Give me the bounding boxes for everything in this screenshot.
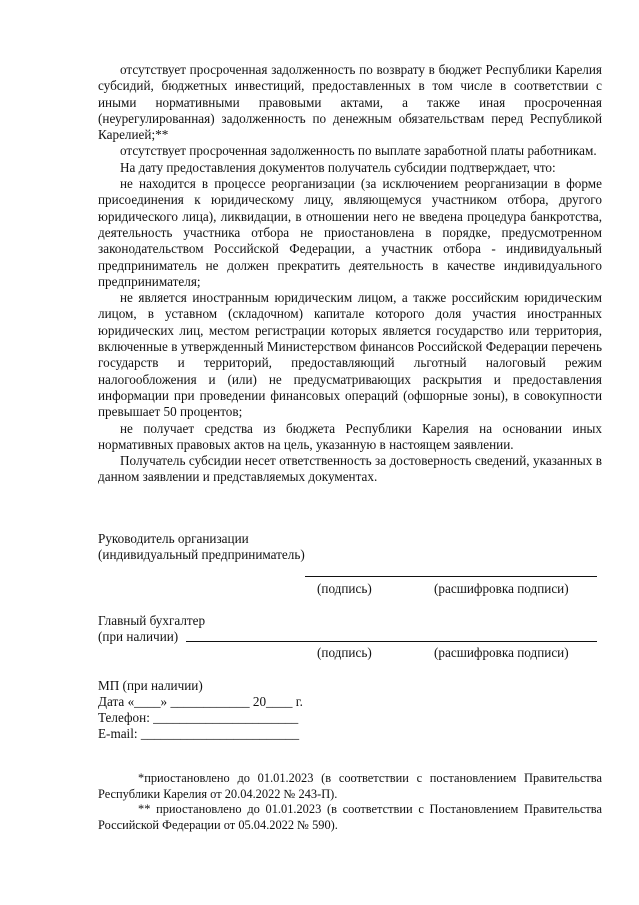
email-field: E-mail: ________________________ [98,726,300,741]
head-signature-line [305,576,597,577]
paragraph: Получатель субсидии несет ответственность за достоверность сведений, указанных в данном заявлении и представляемых документах. [98,453,602,485]
paragraph: не получает средства из бюджета Республики Карелия на основании иных нормативных правовых актов на цель, указанную в настоящем заявлении. [98,420,602,452]
paragraph: отсутствует просроченная задолженность по возврату в бюджет Республики Карелия субсидий, бюджетных инвестиций, предоставленных в том числе в соответствии с иными нормативными правовыми актами, а также иная просроченная (неурегулированная) задолженность по денежным обязательствам перед Республикой Карелией;** [98,62,602,143]
accountant-signature-line [186,641,597,642]
statement-body [98,62,602,486]
footnotes [98,771,602,833]
accountant-title-line1: Главный бухгалтер [98,613,206,628]
phone-field: Телефон: ______________________ [98,710,299,725]
head-title-line1: Руководитель организации [98,531,249,546]
accountant-title-line2: (при наличии) [98,629,179,645]
date-field: Дата «____» ____________ 20____ г. [98,694,303,709]
accountant-sign-caption: (подпись) [317,645,372,660]
head-title [98,531,305,564]
head-title-line2: (индивидуальный предприниматель) [98,547,305,563]
accountant-decode-caption: (расшифровка подписи) [434,645,569,660]
head-sign-caption: (подпись) [317,581,372,596]
paragraph: отсутствует просроченная задолженность по выплате заработной платы работникам. [120,143,597,159]
paragraph: не является иностранным юридическим лицом, а также российским юридическим лицом, в уставном (складочном) капитале которого доля участия иностранных юридических лиц, местом регистрации которых является государство или территория, включенные в утвержденный Министерством финансов Российской Федерации перечень государств и территорий, предоставляющий льготный налоговый режим налогообложения и (или) не предусматривающих раскрытия и предоставления информации при проведении финансовых операций (офшорные зоны), в совокупности превышает 50 процентов; [98,290,602,420]
footnote: *приостановлено до 01.01.2023 (в соответствии с постановлением Правительства Республики Карелия от 20.04.2022 № 243-П). [98,771,602,801]
stamp-label: МП (при наличии) [98,678,203,693]
head-decode-caption: (расшифровка подписи) [434,581,569,596]
footnote: ** приостановлено до 01.01.2023 (в соответствии с Постановлением Правительства Российской Федерации от 05.04.2022 № 590). [98,802,602,832]
paragraph: На дату предоставления документов получатель субсидии подтверждает, что: [120,159,556,175]
paragraph: не находится в процессе реорганизации (за исключением реорганизации в форме присоединения к юридическому лицу, являющемуся участником отбора, другого юридического лица), ликвидации, в отношении него не введена процедура банкротства, деятельность участника отбора не приостановлена в порядке, предусмотренном законодательством Российской Федерации, а участник отбора - индивидуальный предприниматель не должен прекратить деятельность в качестве индивидуального предпринимателя; [98,176,602,289]
